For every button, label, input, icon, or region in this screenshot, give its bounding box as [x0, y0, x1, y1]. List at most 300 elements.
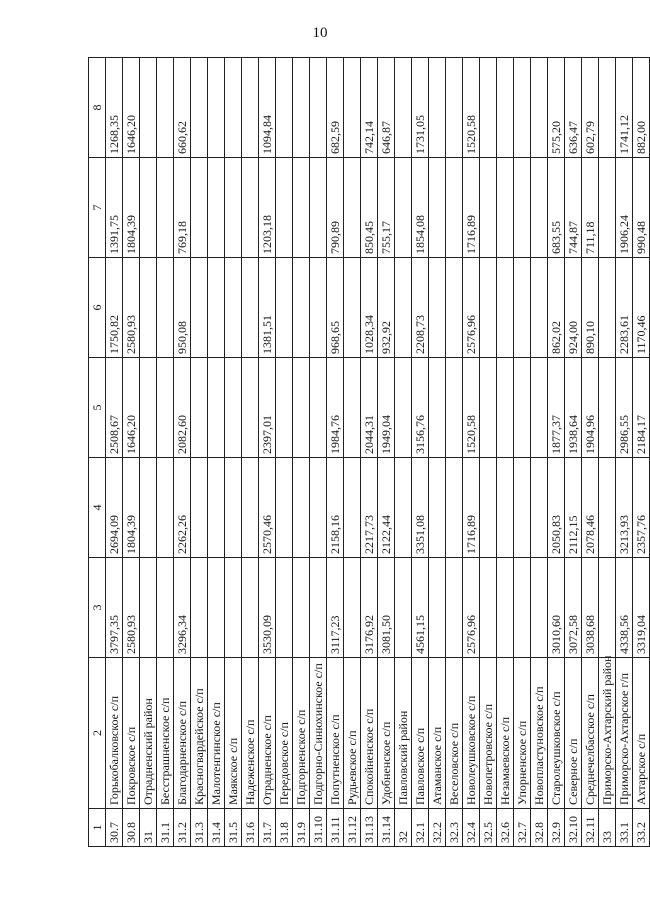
value-cell	[429, 358, 446, 458]
value-cell: 2576,96	[463, 258, 480, 358]
settlement-name-cell: Подгорно-Синюхинское с/п	[310, 658, 327, 809]
value-cell	[429, 258, 446, 358]
settlement-name-cell: Ахтарское с/п	[633, 658, 650, 809]
table-row	[174, 58, 191, 847]
value-cell	[157, 558, 174, 658]
value-cell	[225, 558, 242, 658]
row-number-cell: 31.14	[378, 809, 395, 847]
value-cell	[514, 158, 531, 258]
value-cell: 2184,17	[633, 358, 650, 458]
table-row	[548, 58, 565, 847]
value-cell	[395, 558, 412, 658]
value-cell: 1716,89	[463, 158, 480, 258]
value-cell	[344, 158, 361, 258]
settlement-name-cell: Новопетровское с/п	[480, 658, 497, 809]
value-cell	[514, 58, 531, 158]
value-cell	[157, 458, 174, 558]
value-cell: 1984,76	[327, 358, 344, 458]
value-cell	[480, 358, 497, 458]
value-cell	[429, 158, 446, 258]
value-cell	[191, 458, 208, 558]
row-number-cell: 31.1	[157, 809, 174, 847]
value-cell: 1804,39	[123, 458, 140, 558]
value-cell: 3351,08	[412, 458, 429, 558]
row-number-cell: 31.12	[344, 809, 361, 847]
value-cell	[599, 158, 616, 258]
settlement-name-cell: Отрадненский район	[140, 658, 157, 809]
value-cell	[276, 558, 293, 658]
value-cell: 2217,73	[361, 458, 378, 558]
settlement-name-cell: Атаманское с/п	[429, 658, 446, 809]
value-cell: 2986,55	[616, 358, 633, 458]
column-header: 2	[89, 658, 106, 809]
settlement-name-cell: Павловское с/п	[412, 658, 429, 809]
table-row	[276, 58, 293, 847]
value-cell	[446, 458, 463, 558]
value-cell: 2078,46	[582, 458, 599, 558]
value-cell: 2283,61	[616, 258, 633, 358]
value-cell: 862,02	[548, 258, 565, 358]
value-cell: 2044,31	[361, 358, 378, 458]
row-number-cell: 32.7	[514, 809, 531, 847]
value-cell: 1520,58	[463, 58, 480, 158]
data-table	[88, 57, 650, 847]
value-cell: 1170,46	[633, 258, 650, 358]
row-number-cell: 31.3	[191, 809, 208, 847]
value-cell: 1716,89	[463, 458, 480, 558]
value-cell	[446, 58, 463, 158]
row-number-cell: 31.6	[242, 809, 259, 847]
table-row	[582, 58, 599, 847]
value-cell	[208, 58, 225, 158]
settlement-name-cell: Благодарненское с/п	[174, 658, 191, 809]
table-row	[191, 58, 208, 847]
value-cell: 636,47	[565, 58, 582, 158]
table-row	[565, 58, 582, 847]
value-cell: 2694,09	[106, 458, 123, 558]
row-number-cell: 32.2	[429, 809, 446, 847]
row-number-cell: 32.11	[582, 809, 599, 847]
table-row	[633, 58, 650, 847]
value-cell	[191, 158, 208, 258]
value-cell	[293, 58, 310, 158]
row-number-cell: 31.8	[276, 809, 293, 847]
value-cell: 932,92	[378, 258, 395, 358]
row-number-cell: 30.7	[106, 809, 123, 847]
table-row	[616, 58, 633, 847]
column-header: 4	[89, 458, 106, 558]
value-cell	[225, 458, 242, 558]
value-cell	[599, 58, 616, 158]
value-cell	[531, 58, 548, 158]
value-cell: 2112,15	[565, 458, 582, 558]
row-number-cell: 32.8	[531, 809, 548, 847]
value-cell: 4561,15	[412, 558, 429, 658]
value-cell	[310, 558, 327, 658]
row-number-cell: 33	[599, 809, 616, 847]
settlement-name-cell: Красногвардейское с/п	[191, 658, 208, 809]
value-cell	[310, 58, 327, 158]
table-row	[225, 58, 242, 847]
value-cell: 1854,08	[412, 158, 429, 258]
row-number-cell: 32.3	[446, 809, 463, 847]
table-row	[429, 58, 446, 847]
value-cell: 3081,50	[378, 558, 395, 658]
settlement-name-cell: Павловский район	[395, 658, 412, 809]
value-cell: 3797,35	[106, 558, 123, 658]
value-cell	[140, 58, 157, 158]
value-cell	[225, 58, 242, 158]
settlement-name-cell: Новолеушковское с/п	[463, 658, 480, 809]
value-cell	[446, 258, 463, 358]
value-cell	[191, 558, 208, 658]
settlement-name-cell: Северное с/п	[565, 658, 582, 809]
settlement-name-cell: Удобненское с/п	[378, 658, 395, 809]
page-number: 10	[312, 25, 328, 41]
value-cell	[208, 458, 225, 558]
value-cell	[140, 558, 157, 658]
rotated-table-container	[88, 58, 648, 847]
value-cell	[531, 458, 548, 558]
value-cell: 3296,34	[174, 558, 191, 658]
value-cell	[395, 158, 412, 258]
value-cell: 3117,23	[327, 558, 344, 658]
value-cell	[599, 358, 616, 458]
row-number-cell: 32.6	[497, 809, 514, 847]
table-row	[310, 58, 327, 847]
row-number-cell: 32	[395, 809, 412, 847]
value-cell	[395, 58, 412, 158]
value-cell: 2508,67	[106, 358, 123, 458]
table-row	[327, 58, 344, 847]
value-cell	[191, 358, 208, 458]
settlement-name-cell: Веселовское с/п	[446, 658, 463, 809]
row-number-cell: 32.4	[463, 809, 480, 847]
table-row	[242, 58, 259, 847]
value-cell	[395, 458, 412, 558]
value-cell: 2158,16	[327, 458, 344, 558]
settlement-name-cell: Спокойненское с/п	[361, 658, 378, 809]
value-cell	[310, 458, 327, 558]
value-cell	[276, 458, 293, 558]
value-cell	[225, 358, 242, 458]
table-viewport	[88, 58, 648, 847]
value-cell	[191, 258, 208, 358]
table-body	[106, 58, 650, 847]
row-number-cell: 30.8	[123, 809, 140, 847]
value-cell	[276, 358, 293, 458]
value-cell: 1268,35	[106, 58, 123, 158]
value-cell	[242, 458, 259, 558]
row-number-cell: 32.9	[548, 809, 565, 847]
settlement-name-cell: Бесстрашненское с/п	[157, 658, 174, 809]
row-number-cell: 33.1	[616, 809, 633, 847]
value-cell	[599, 258, 616, 358]
settlement-name-cell: Отрадненское с/п	[259, 658, 276, 809]
value-cell: 2262,26	[174, 458, 191, 558]
row-number-cell: 32.1	[412, 809, 429, 847]
value-cell	[395, 258, 412, 358]
value-cell: 1646,20	[123, 358, 140, 458]
value-cell: 683,55	[548, 158, 565, 258]
row-number-cell: 32.10	[565, 809, 582, 847]
value-cell	[140, 458, 157, 558]
value-cell	[531, 258, 548, 358]
value-cell	[446, 158, 463, 258]
settlement-name-cell: Незамаевское с/п	[497, 658, 514, 809]
value-cell	[497, 358, 514, 458]
value-cell	[242, 358, 259, 458]
value-cell	[480, 458, 497, 558]
row-number-cell: 31.4	[208, 809, 225, 847]
value-cell	[480, 158, 497, 258]
table-row	[106, 58, 123, 847]
value-cell: 742,14	[361, 58, 378, 158]
row-number-cell: 31.5	[225, 809, 242, 847]
table-row	[412, 58, 429, 847]
table-header-row	[89, 58, 106, 847]
value-cell: 1938,64	[565, 358, 582, 458]
value-cell: 890,10	[582, 258, 599, 358]
value-cell	[225, 158, 242, 258]
value-cell: 2082,60	[174, 358, 191, 458]
value-cell	[310, 358, 327, 458]
value-cell	[191, 58, 208, 158]
value-cell: 850,45	[361, 158, 378, 258]
value-cell: 682,59	[327, 58, 344, 158]
value-cell: 1381,51	[259, 258, 276, 358]
value-cell: 1904,96	[582, 358, 599, 458]
value-cell	[310, 158, 327, 258]
value-cell	[395, 358, 412, 458]
value-cell	[242, 158, 259, 258]
table-row	[395, 58, 412, 847]
table-row	[446, 58, 463, 847]
value-cell	[497, 58, 514, 158]
value-cell: 2570,46	[259, 458, 276, 558]
value-cell	[514, 458, 531, 558]
value-cell	[531, 558, 548, 658]
value-cell	[497, 558, 514, 658]
settlement-name-cell: Попутненское с/п	[327, 658, 344, 809]
table-row	[208, 58, 225, 847]
settlement-name-cell: Рудьевское с/п	[344, 658, 361, 809]
value-cell	[344, 358, 361, 458]
value-cell: 3038,68	[582, 558, 599, 658]
value-cell: 1804,39	[123, 158, 140, 258]
value-cell	[293, 558, 310, 658]
value-cell	[599, 558, 616, 658]
value-cell: 2576,96	[463, 558, 480, 658]
table-row	[378, 58, 395, 847]
table-row	[361, 58, 378, 847]
value-cell	[344, 258, 361, 358]
value-cell: 2208,73	[412, 258, 429, 358]
column-header: 6	[89, 258, 106, 358]
column-header: 3	[89, 558, 106, 658]
row-number-cell: 31.7	[259, 809, 276, 847]
value-cell: 2122,44	[378, 458, 395, 558]
settlement-name-cell: Надеженское с/п	[242, 658, 259, 809]
settlement-name-cell: Упорненское с/п	[514, 658, 531, 809]
value-cell	[429, 458, 446, 558]
value-cell	[276, 258, 293, 358]
value-cell	[208, 558, 225, 658]
value-cell: 3176,92	[361, 558, 378, 658]
row-number-cell: 31	[140, 809, 157, 847]
value-cell: 924,00	[565, 258, 582, 358]
value-cell: 950,08	[174, 258, 191, 358]
table-row	[140, 58, 157, 847]
value-cell: 744,87	[565, 158, 582, 258]
value-cell	[446, 358, 463, 458]
value-cell: 968,65	[327, 258, 344, 358]
value-cell: 2580,93	[123, 258, 140, 358]
value-cell	[446, 558, 463, 658]
value-cell: 882,00	[633, 58, 650, 158]
settlement-name-cell: Приморско-Ахтарское г/п	[616, 658, 633, 809]
value-cell: 1646,20	[123, 58, 140, 158]
value-cell	[293, 258, 310, 358]
column-header: 5	[89, 358, 106, 458]
value-cell: 646,87	[378, 58, 395, 158]
value-cell	[157, 258, 174, 358]
value-cell: 1877,37	[548, 358, 565, 458]
value-cell: 1520,58	[463, 358, 480, 458]
row-number-cell: 32.5	[480, 809, 497, 847]
table-row	[463, 58, 480, 847]
value-cell: 575,20	[548, 58, 565, 158]
table-row	[514, 58, 531, 847]
value-cell	[242, 258, 259, 358]
settlement-name-cell: Старолеушковское с/п	[548, 658, 565, 809]
table-row	[293, 58, 310, 847]
value-cell: 1750,82	[106, 258, 123, 358]
value-cell	[497, 158, 514, 258]
value-cell: 3072,58	[565, 558, 582, 658]
value-cell: 2580,93	[123, 558, 140, 658]
value-cell	[140, 158, 157, 258]
value-cell	[157, 158, 174, 258]
value-cell	[480, 558, 497, 658]
value-cell: 1741,12	[616, 58, 633, 158]
value-cell: 1731,05	[412, 58, 429, 158]
value-cell	[242, 558, 259, 658]
value-cell: 3530,09	[259, 558, 276, 658]
table-row	[157, 58, 174, 847]
settlement-name-cell: Передовское с/п	[276, 658, 293, 809]
value-cell: 2050,83	[548, 458, 565, 558]
value-cell: 3156,76	[412, 358, 429, 458]
row-number-cell: 31.13	[361, 809, 378, 847]
value-cell	[293, 458, 310, 558]
value-cell: 3213,93	[616, 458, 633, 558]
table-row	[123, 58, 140, 847]
value-cell	[208, 158, 225, 258]
value-cell: 1028,34	[361, 258, 378, 358]
value-cell	[344, 558, 361, 658]
value-cell	[599, 458, 616, 558]
column-header: 7	[89, 158, 106, 258]
value-cell	[497, 458, 514, 558]
value-cell: 990,48	[633, 158, 650, 258]
column-header: 1	[89, 809, 106, 847]
value-cell	[480, 258, 497, 358]
value-cell: 755,17	[378, 158, 395, 258]
value-cell	[429, 58, 446, 158]
value-cell	[276, 58, 293, 158]
value-cell	[429, 558, 446, 658]
settlement-name-cell: Горькобалковское с/п	[106, 658, 123, 809]
row-number-cell: 31.10	[310, 809, 327, 847]
settlement-name-cell: Приморско-Ахтарский район	[599, 658, 616, 809]
value-cell	[531, 358, 548, 458]
value-cell	[531, 158, 548, 258]
value-cell: 1949,04	[378, 358, 395, 458]
value-cell	[140, 358, 157, 458]
table-row	[531, 58, 548, 847]
value-cell: 3319,04	[633, 558, 650, 658]
value-cell	[242, 58, 259, 158]
value-cell: 2357,76	[633, 458, 650, 558]
value-cell: 1203,18	[259, 158, 276, 258]
value-cell	[514, 358, 531, 458]
value-cell	[514, 258, 531, 358]
value-cell: 660,62	[174, 58, 191, 158]
value-cell	[293, 158, 310, 258]
value-cell: 1906,24	[616, 158, 633, 258]
value-cell	[480, 58, 497, 158]
value-cell: 711,18	[582, 158, 599, 258]
value-cell	[344, 58, 361, 158]
settlement-name-cell: Покровское с/п	[123, 658, 140, 809]
value-cell	[157, 58, 174, 158]
value-cell	[344, 458, 361, 558]
table-row	[259, 58, 276, 847]
row-number-cell: 31.9	[293, 809, 310, 847]
value-cell: 602,79	[582, 58, 599, 158]
value-cell: 1391,75	[106, 158, 123, 258]
row-number-cell: 31.11	[327, 809, 344, 847]
value-cell	[497, 258, 514, 358]
value-cell: 790,89	[327, 158, 344, 258]
value-cell	[276, 158, 293, 258]
value-cell	[140, 258, 157, 358]
column-header: 8	[89, 58, 106, 158]
value-cell	[208, 358, 225, 458]
value-cell: 2397,01	[259, 358, 276, 458]
value-cell	[208, 258, 225, 358]
table-row	[497, 58, 514, 847]
row-number-cell: 33.2	[633, 809, 650, 847]
value-cell	[310, 258, 327, 358]
value-cell	[225, 258, 242, 358]
value-cell	[514, 558, 531, 658]
settlement-name-cell: Малотенгинское с/п	[208, 658, 225, 809]
row-number-cell: 31.2	[174, 809, 191, 847]
table-row	[344, 58, 361, 847]
value-cell: 3010,60	[548, 558, 565, 658]
settlement-name-cell: Среднечелбасское с/п	[582, 658, 599, 809]
settlement-name-cell: Новопластуновское с/п	[531, 658, 548, 809]
value-cell	[293, 358, 310, 458]
settlement-name-cell: Подгорненское с/п	[293, 658, 310, 809]
table-row	[480, 58, 497, 847]
table-row	[599, 58, 616, 847]
value-cell: 1094,84	[259, 58, 276, 158]
settlement-name-cell: Маякское с/п	[225, 658, 242, 809]
value-cell	[157, 358, 174, 458]
